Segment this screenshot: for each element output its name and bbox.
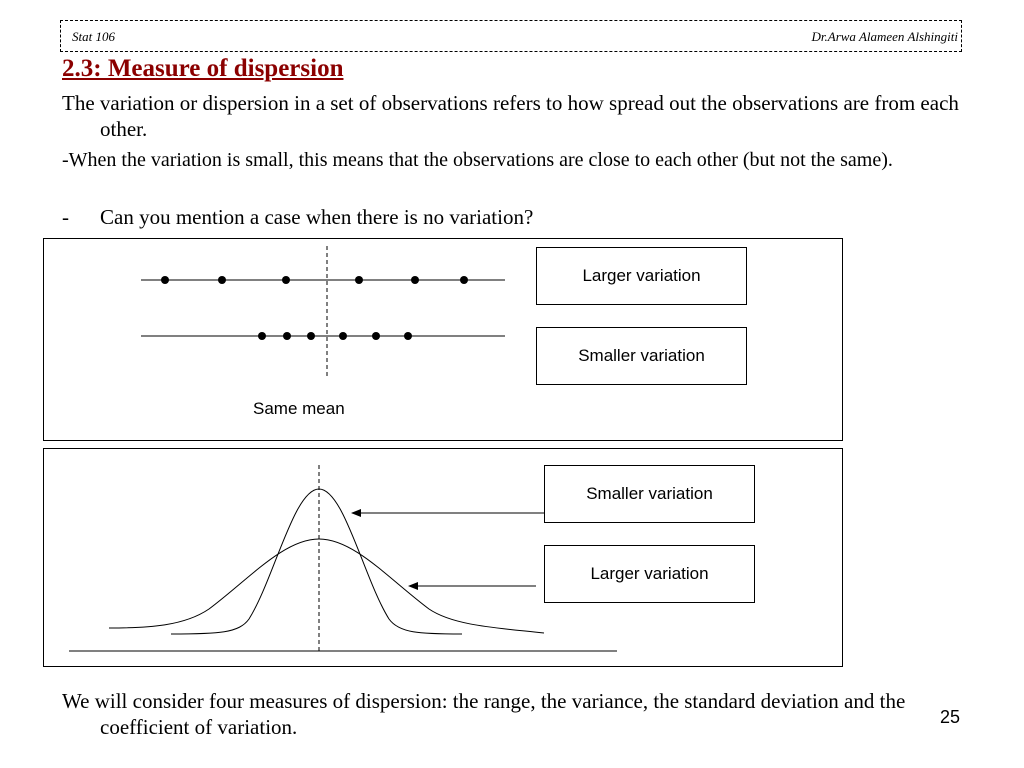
larger-dot bbox=[282, 276, 290, 284]
smaller-dot bbox=[404, 332, 412, 340]
larger-variation-text: Larger variation bbox=[590, 564, 709, 583]
smaller-variation-text: Smaller variation bbox=[586, 484, 713, 503]
smaller-dot bbox=[258, 332, 266, 340]
larger-variation-text: Larger variation bbox=[582, 266, 701, 285]
curve-figure bbox=[43, 448, 843, 667]
dot-plot-figure bbox=[43, 238, 843, 441]
larger-dot bbox=[161, 276, 169, 284]
same-mean-label: Same mean bbox=[253, 399, 345, 418]
bullet-dash: - bbox=[62, 205, 69, 229]
smaller-dot bbox=[372, 332, 380, 340]
slide-header bbox=[60, 20, 962, 52]
course-code: Stat 106 bbox=[72, 29, 115, 44]
page-number: 25 bbox=[940, 707, 961, 727]
larger-variation-label bbox=[544, 545, 755, 603]
larger-dot bbox=[460, 276, 468, 284]
smaller-dot bbox=[283, 332, 291, 340]
smaller-variation-text: Smaller variation bbox=[578, 346, 705, 365]
paragraph-small-variation: -When the variation is small, this means that the observations are close to each other (but not the same). bbox=[62, 149, 893, 171]
smaller-variation-label bbox=[536, 327, 747, 385]
smaller-variation-label bbox=[544, 465, 755, 523]
smaller-variation-curve bbox=[171, 489, 462, 634]
paragraph-four-measures: We will consider four measures of dispersion: the range, the variance, the standard deviation and the coefficient of variation. bbox=[62, 689, 906, 739]
larger-variation-label bbox=[536, 247, 747, 305]
paragraph-definition: The variation or dispersion in a set of observations refers to how spread out the observations are from each other. bbox=[62, 91, 959, 141]
smaller-dot bbox=[339, 332, 347, 340]
paragraph-question bbox=[62, 204, 980, 230]
larger-dot bbox=[218, 276, 226, 284]
larger-dot bbox=[355, 276, 363, 284]
author-name: Dr.Arwa Alameen Alshingiti bbox=[811, 29, 958, 44]
larger-dot bbox=[411, 276, 419, 284]
question-text: Can you mention a case when there is no variation? bbox=[100, 205, 534, 229]
slide-title: 2.3: Measure of dispersion bbox=[62, 55, 344, 82]
smaller-dot bbox=[307, 332, 315, 340]
